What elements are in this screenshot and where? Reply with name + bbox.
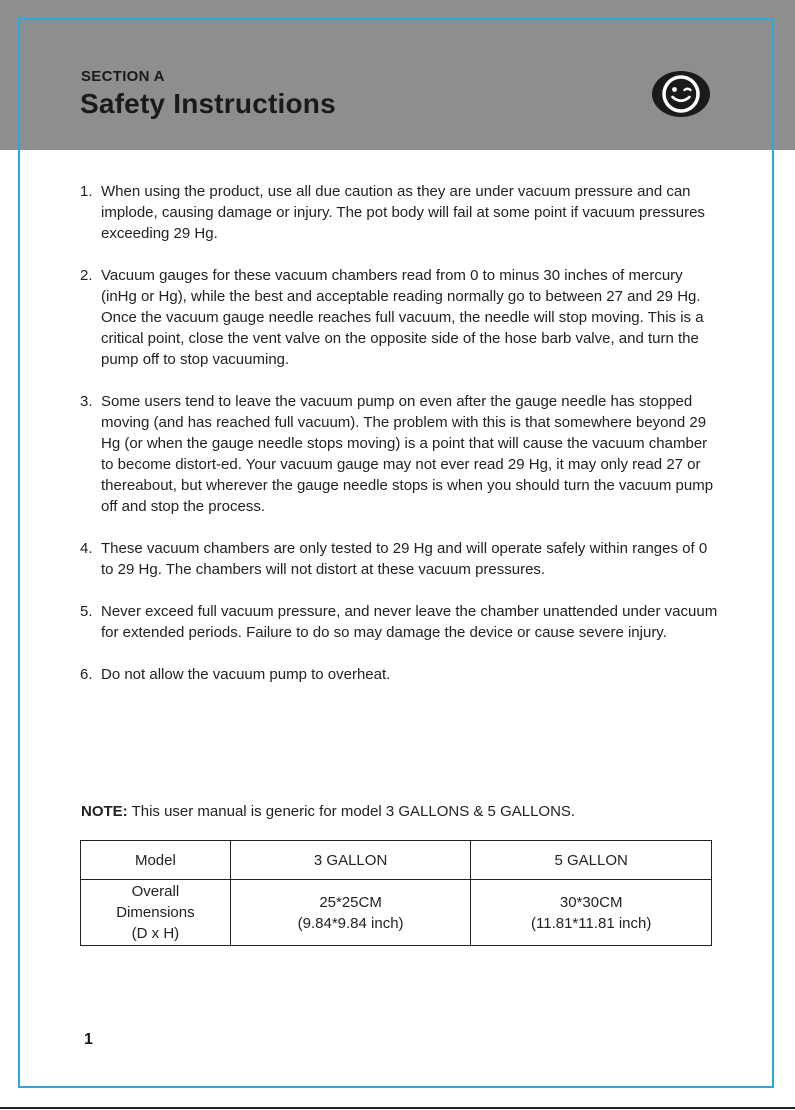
header-cell-3-gallon: 3 GALLON: [230, 841, 471, 880]
list-item: 5. Never exceed full vacuum pressure, and never leave the chamber unattended under vacuum for extended periods. Failure to do so may damage the device or cause severe injury.: [80, 603, 718, 641]
list-item: 1. When using the product, use all due caution as they are under vacuum pressure and can implode, causing damage or injury. The pot body will fail at some point if vacuum pressures exceeding 29 Hg.: [80, 183, 705, 242]
page-number: 1: [84, 1031, 93, 1048]
table-row: [81, 880, 712, 946]
cell-5-gallon-dimensions: 30*30CM (11.81*11.81 inch): [471, 880, 712, 946]
bottom-rule: [0, 1107, 795, 1109]
list-item: 3. Some users tend to leave the vacuum pump on even after the gauge needle has stopped moving (and has reached full vacuum). The problem with this is that somewhere beyond 29 Hg (or when the gauge needle stops moving) is a point that will cause the vacuum chamber to become distort-ed. Your vacuum gauge may not ever read 29 Hg, it may only read 27 or thereabout, but wherever the gauge needle stops is when you should turn the vacuum pump off and stop the process.: [80, 393, 714, 515]
model-note: [81, 801, 575, 822]
winking-face-icon: [652, 71, 710, 117]
cell-3-gallon-dimensions: 25*25CM (9.84*9.84 inch): [230, 880, 471, 946]
page-title: Safety Instructions: [80, 88, 336, 119]
dimensions-table: [80, 840, 712, 946]
list-item: 6. Do not allow the vacuum pump to overheat.: [80, 666, 391, 683]
section-label: SECTION A: [81, 68, 165, 85]
header-cell-5-gallon: 5 GALLON: [471, 841, 712, 880]
safety-instructions-list: [80, 181, 720, 706]
list-item: 2. Vacuum gauges for these vacuum chambers read from 0 to minus 30 inches of mercury (inHg or Hg), while the best and acceptable reading normally go to between 27 and 29 Hg. Once the vacuum gauge needle reaches full vacuum, the needle will stop moving. This is a critical point, close the vent valve on the opposite side of the hose barb valve, and turn the pump off to stop vacuuming.: [80, 267, 704, 368]
list-item: 4. These vacuum chambers are only tested to 29 Hg and will operate safely within ranges of 0 to 29 Hg. The chambers will not distort at these vacuum pressures.: [80, 540, 708, 578]
row-label-overall-dimensions: Overall Dimensions (D x H): [81, 880, 231, 946]
table-header-row: [81, 841, 712, 880]
header-cell-model: Model: [81, 841, 231, 880]
note-text: This user manual is generic for model 3 GALLONS & 5 GALLONS.: [127, 803, 576, 820]
note-label: NOTE:: [81, 803, 128, 820]
